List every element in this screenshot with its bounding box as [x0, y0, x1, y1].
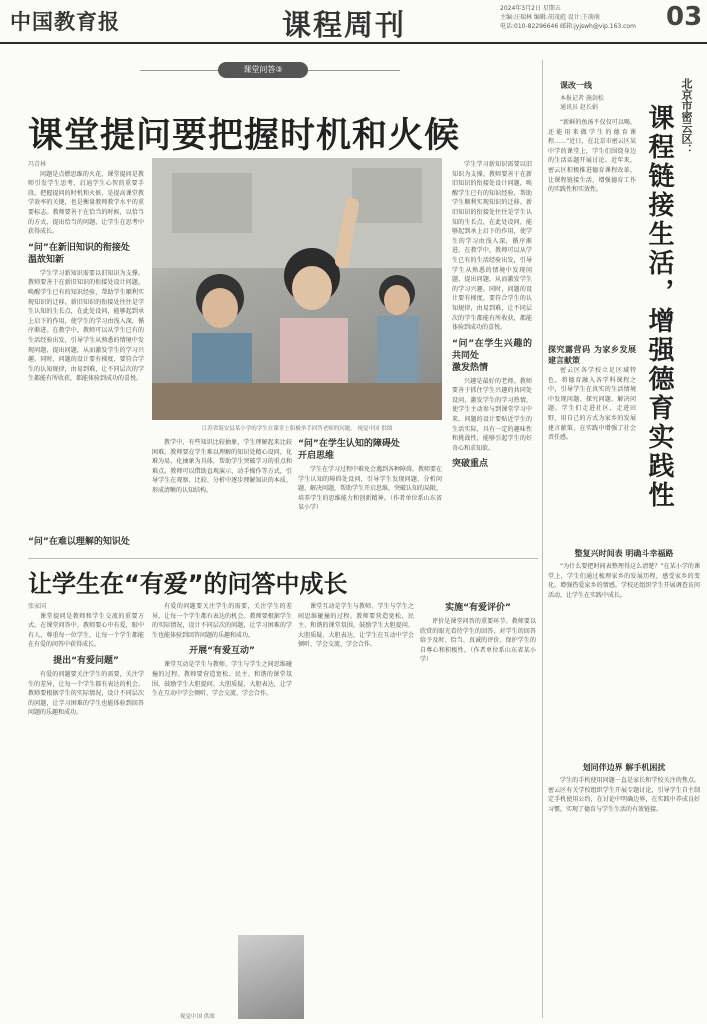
article2-body3-cont: 课堂互动是学生与教师、学生与学生之间思维碰撞的过程。教师要营造宽松、民主、和谐的课堂氛围，鼓励学生大胆提问、大胆质疑、大胆表达，让学生在互动中学会倾听、学会交流、学会合作。	[298, 603, 414, 649]
article2-body3: 课堂互动是学生与教师、学生与学生之间思维碰撞的过程。教师要营造宽松、民主、和谐的课堂氛围，鼓励学生大胆提问、大胆质疑、大胆表达，让学生在互动中学会倾听、学会交流、学会合作。	[152, 661, 292, 698]
section-title: 课程周刊	[282, 8, 407, 42]
article2-col4	[420, 602, 536, 1016]
photo-caption: 江苏省海安县某小学的学生在课堂上积极举手回答老师的问题。 视觉中国 供图	[201, 426, 393, 432]
article1-subhead4b: 开启思维	[298, 451, 335, 461]
article1-subhead3: “问”在学生兴趣的共同处	[452, 338, 532, 361]
side-body4-text: 学生的手机使用问题一直是家长和学校关注的焦点。密云区有关学校组织学生开展专题讨论，引导学生自主制定手机使用公约，在讨论中明确边界，在实践中养成良好习惯，实现了德育与学生生活的有效链接。	[548, 777, 700, 813]
article2-body1: 课堂提问是教师和学生交流的重要方式。在课堂问答中，教师要心中有爱，眼中有人，尊重每一位学生，让每一个学生都能在有爱的问答中获得成长。	[28, 612, 144, 649]
article2-col1	[28, 602, 144, 1016]
article1-col2	[152, 438, 292, 552]
article1-col4	[452, 160, 532, 554]
article2-body4: 评价是课堂问答的重要环节。教师要以欣赏的眼光看待学生的回答，对学生的回答给予及时、恰当、真诚的评价，保护学生的自尊心和积极性。（作者单位系山东省某小学）	[420, 618, 536, 664]
side-byline	[560, 94, 604, 112]
article1-headline: 课堂提问要把握时机和火候	[28, 116, 461, 156]
side-divider	[542, 60, 543, 1018]
article1-body1-cont: 学生学习新知识需要以旧知识为支撑。教师要善于在新旧知识的衔接处设计问题，唤醒学生已有的知识经验，帮助学生顺利实现知识的迁移。新旧知识的衔接处往往是学生认知的生长点，在此处设问，能够起到承上启下的作用，使学生的学习由浅入深，循序渐进。在教学中，教师可以从学生已有的生活经验出发，引导学生从熟悉的情境中发现问题、提出问题，从而激发学生的学习兴趣。同时，问题的设计要有梯度，要符合学生的认知规律，由易到难，让不同层次的学生都能有所收获，都能体验到成功的喜悦。	[452, 161, 532, 332]
classroom-photo	[152, 158, 442, 420]
page-number: 03	[666, 2, 703, 32]
article2-body2-cont: 有爱的问题要关注学生的需要，关注学生的差异，让每一个学生都有表达的机会。教师要根据学生的实际情况，设计不同层次的问题，让学习困难的学生也能体验到回答问题的乐趣和成功。	[152, 603, 292, 639]
side-body4	[548, 762, 700, 1018]
inset-photo	[238, 935, 304, 1019]
article1-body3: 兴趣是最好的老师。教师要善于抓住学生兴趣的共同处设问，激发学生的学习热情，使学生主动参与到课堂学习中来。问题的设计要贴近学生的生活实际，具有一定的趣味性和挑战性，能够引起学生的好奇心和求知欲。	[452, 377, 532, 452]
article2-col3	[298, 602, 414, 1016]
inset-caption: 视觉中国 供图	[180, 1014, 215, 1020]
article1-col3	[298, 438, 442, 558]
side-column-name: 课改一线	[560, 81, 592, 90]
article1-col1	[28, 160, 144, 532]
article1-subhead4: “问”在学生认知的障碍处	[298, 439, 400, 449]
side-vertical-kicker: 北京市密云区：	[680, 78, 693, 155]
article1-col1-bottom	[28, 536, 144, 556]
article1-subhead2: “问”在难以理解的知识处	[28, 537, 130, 547]
article1-intro: 问题是点燃思维的火花，课堂提问是教师引发学生思考、启迪学生心智的重要手段。把握提问的时机和火候，是提高课堂教学效率的关键，也是衡量教师教学水平的重要标志。教师要善于在恰当的时候，以恰当的方式，提出恰当的问题，让学生在思考中获得成长。	[28, 170, 144, 236]
article1-subhead3b: 激发热情	[452, 362, 489, 373]
article1-body4: 学生在学习过程中难免会遇到各种障碍。教师要在学生认知的障碍处设问，引导学生发现问题、分析问题、解决问题，帮助学生开启思维，突破认知的局限，培养学生的思维能力和创新精神。（作者单位系山东省某小学）	[298, 466, 442, 512]
article2-headline: 让学生在“有爱”的问答中成长	[28, 570, 348, 598]
article1-body1: 学生学习新知识需要以旧知识为支撑。教师要善于在新旧知识的衔接处设计问题，唤醒学生已有的知识经验，帮助学生顺利实现知识的迁移。新旧知识的衔接处往往是学生认知的生长点，在此处设问，能够起到承上启下的作用，使学生的学习由浅入深，循序渐进。在教学中，教师可以从学生已有的生活经验出发，引导学生从熟悉的情境中发现问题、提出问题，从而激发学生的学习兴趣。同时，问题的设计要有梯度，要符合学生的认知规律，由易到难，让不同层次的学生都能有所收获，都能体验到成功的喜悦。	[28, 269, 144, 383]
article2-col2	[152, 602, 292, 932]
column-tag: 课堂问答③	[218, 62, 308, 78]
article2-author: 张家国	[28, 603, 47, 610]
side-body1	[548, 118, 636, 340]
side-vertical-title: 课程链接生活，增强德育实践性	[644, 104, 674, 510]
side-body2	[548, 344, 636, 544]
article1-subhead1b: 温故知新	[28, 254, 65, 265]
article2-subhead1: 提出“有爱问题”	[53, 655, 119, 666]
side-byline-reporter: 本报记者 施剑松	[560, 95, 604, 102]
side-body1-text: “新鲜的鱼汤不仅仅可以喝，还能用来做学生的德育课程……”近日，在北京市密云区某中学的课堂上，学生们围绕身边的生活话题开展讨论。近年来，密云区积极推进德育课程改革，让课程链接生活，增强德育工作的实践性和实效性。	[548, 119, 636, 194]
side-subhead2: 整复兴时间表 明确斗幸福路	[574, 549, 674, 558]
article1-author: 冯青林	[28, 161, 47, 168]
newspaper-logo: 中国教育报	[10, 9, 120, 34]
side-body2-text: 密云区各学校立足区域特色，将德育融入各学科课程之中，引导学生在真实的生活情境中发现问题、探究问题、解决问题。学生们走进社区、走进田野，用自己的方式为家乡的发展建言献策，在实践中增强了社会责任感。	[548, 367, 636, 442]
article2-subhead2: 开展“有爱互动”	[189, 646, 255, 657]
editor-line: 主编:汪瑞林 编辑:胡茂彪 设计:王萌萌	[500, 14, 600, 21]
date-line: 2024年3月2日 星期五	[500, 5, 561, 12]
masthead-meta	[500, 4, 650, 31]
side-byline-correspondent: 通讯员 赵长娟	[560, 104, 598, 111]
side-body3-text: “为什么要把时间表整理得这么清楚？”在某小学的课堂上，学生们通过梳理家乡的发展历程，感受家乡的变化，增强热爱家乡的情感。学校还组织学生开展调查访问活动，让学生在实践中成长。	[548, 563, 700, 599]
article-divider	[28, 558, 538, 559]
article2-body2: 有爱的问题要关注学生的需要，关注学生的差异，让每一个学生都有表达的机会。教师要根据学生的实际情况，设计不同层次的问题，让学习困难的学生也能体验到回答问题的乐趣和成功。	[28, 670, 144, 717]
article2-subhead3: 实施“有爱评价”	[445, 603, 511, 613]
phone-line: 电话:010-82296646 邮箱:jyjswh@vip.163.com	[500, 23, 636, 30]
side-body3	[548, 548, 700, 758]
article1-subhead1: “问”在新旧知识的衔接处	[28, 242, 130, 253]
side-subhead3: 划同伴边界 解手机困扰	[582, 763, 666, 772]
article1-body2: 教学中，有些知识比较抽象，学生理解起来比较困难。教师要在学生难以理解的知识处精心设问，化难为易，化抽象为具体，帮助学生突破学习的重点和难点。教师可以借助直观演示、动手操作等方式，引导学生在观察、比较、分析中逐步理解知识的本质，形成清晰的认知结构。	[152, 439, 292, 494]
classroom-illustration	[152, 158, 442, 420]
article1-subhead2b: 突破重点	[452, 459, 489, 470]
side-subhead1: 探究露营码 为家乡发展建言献策	[548, 345, 636, 365]
